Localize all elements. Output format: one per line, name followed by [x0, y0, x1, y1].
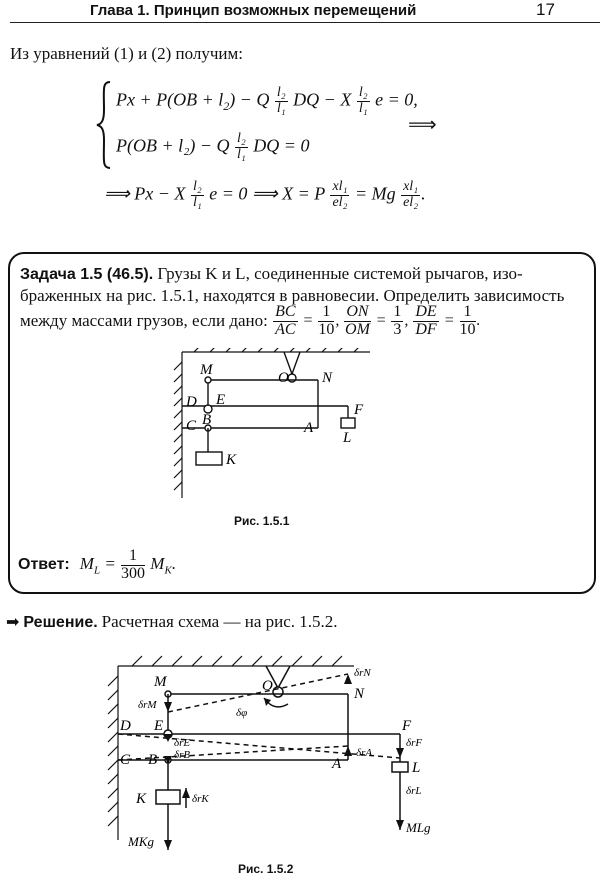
solution-text: Расчетная схема — на рис. 1.5.2. — [101, 612, 338, 631]
fig2-label-E: E — [154, 718, 164, 734]
delta-rE: δrE — [174, 737, 191, 749]
task-line-2: браженных на рис. 1.5.1, находятся в равновесии. Определить зависимость — [20, 286, 565, 305]
system-brace — [96, 80, 112, 170]
fig2-label-F: F — [402, 718, 412, 734]
delta-rN: δrN — [354, 667, 371, 679]
fig1-label-O: O — [278, 370, 289, 386]
intro-text: Из уравнений (1) и (2) получим: — [10, 44, 243, 63]
fig1-label-D: D — [186, 394, 197, 410]
delta-rM: δrM — [138, 699, 157, 711]
fig2-label-N: N — [354, 686, 365, 702]
fig1-label-B: B — [202, 412, 212, 428]
fig1-label-N: N — [322, 370, 333, 386]
fig2-label-L: L — [412, 760, 421, 776]
implies-arrow-1: ⟹ — [408, 114, 437, 136]
task-title: Задача 1.5 (46.5). — [20, 266, 154, 283]
figure-1-5-2 — [96, 650, 476, 860]
fig2-label-D: D — [120, 718, 131, 734]
header-rule — [10, 22, 600, 23]
solution-arrow-icon: ➡ — [6, 614, 20, 631]
fig1-label-L: L — [343, 430, 352, 446]
fig1-label-A: A — [304, 420, 314, 436]
equation-3: ⟹ Px − X $\frac{\text{l₂}}{\text{l₁}}$ e = 0 ⟹ X = P $\frac{\text{xl₁}}{\text{el₂}}$ = Mg $\frac{\text{xl₁}}{\text{el₂}}$ . — [104, 179, 426, 210]
solution-line — [6, 612, 338, 632]
figure-1-5-2-caption: Рис. 1.5.2 — [238, 862, 294, 876]
weight-MLg: MLg — [406, 820, 431, 835]
fig2-label-B: B — [148, 752, 158, 768]
fig1-label-C: C — [186, 418, 197, 434]
page-number: 17 — [536, 0, 555, 19]
delta-rK: δrK — [192, 793, 209, 805]
equation-1: $Px + P(OB + l_2) - Q$ $\frac{\text{l₂}}{\text{l₁}}$ DQ − X $\frac{\text{l₂}}{\text{l₁}}$ e = 0, — [116, 85, 418, 116]
answer-label: Ответ: — [18, 556, 70, 574]
task-statement: Задача 1.5 (46.5). Грузы K и L, соединенные системой рычагов, изо- — [20, 264, 523, 283]
delta-rF: δrF — [406, 737, 423, 749]
fig2-label-A: A — [332, 756, 342, 772]
equation-2: P(OB + l₂) − Q $\frac{\text{l₂}}{\text{l₁}}$ DQ = 0 — [116, 131, 310, 162]
delta-phi: δφ — [236, 707, 248, 719]
fig1-label-E: E — [216, 392, 226, 408]
fig2-label-M: M — [154, 674, 167, 690]
solution-label: Решение. — [23, 614, 98, 631]
fig2-label-C: C — [120, 752, 131, 768]
fig1-label-M: M — [200, 362, 213, 378]
fig1-label-F: F — [354, 402, 364, 418]
answer-line: Ответ: $M_L$ = $\frac{1}{300}$ $M_K$. — [18, 547, 177, 582]
delta-rL: δrL — [406, 785, 422, 797]
fig2-label-K: K — [136, 791, 147, 807]
delta-rA: δrA — [356, 747, 373, 759]
fig2-label-O: O — [262, 678, 273, 694]
chapter-title: Глава 1. Принцип возможных перемещений — [90, 2, 417, 19]
fig1-label-K: K — [226, 452, 237, 468]
weight-MKg: MKg — [128, 834, 154, 849]
figure-1-5-1 — [160, 348, 380, 508]
figure-1-5-1-caption: Рис. 1.5.1 — [234, 514, 290, 528]
delta-rB: δrB — [174, 749, 191, 761]
task-line-3: между массами грузов, если дано: $\frac{BC}{AC}$ = $\frac{1}{10}$ , $\frac{ON}{OM}$ = $\frac{1}{3}$ , $\frac{DE}{DF}$ = $\frac{1}{10}$ . — [20, 303, 481, 338]
